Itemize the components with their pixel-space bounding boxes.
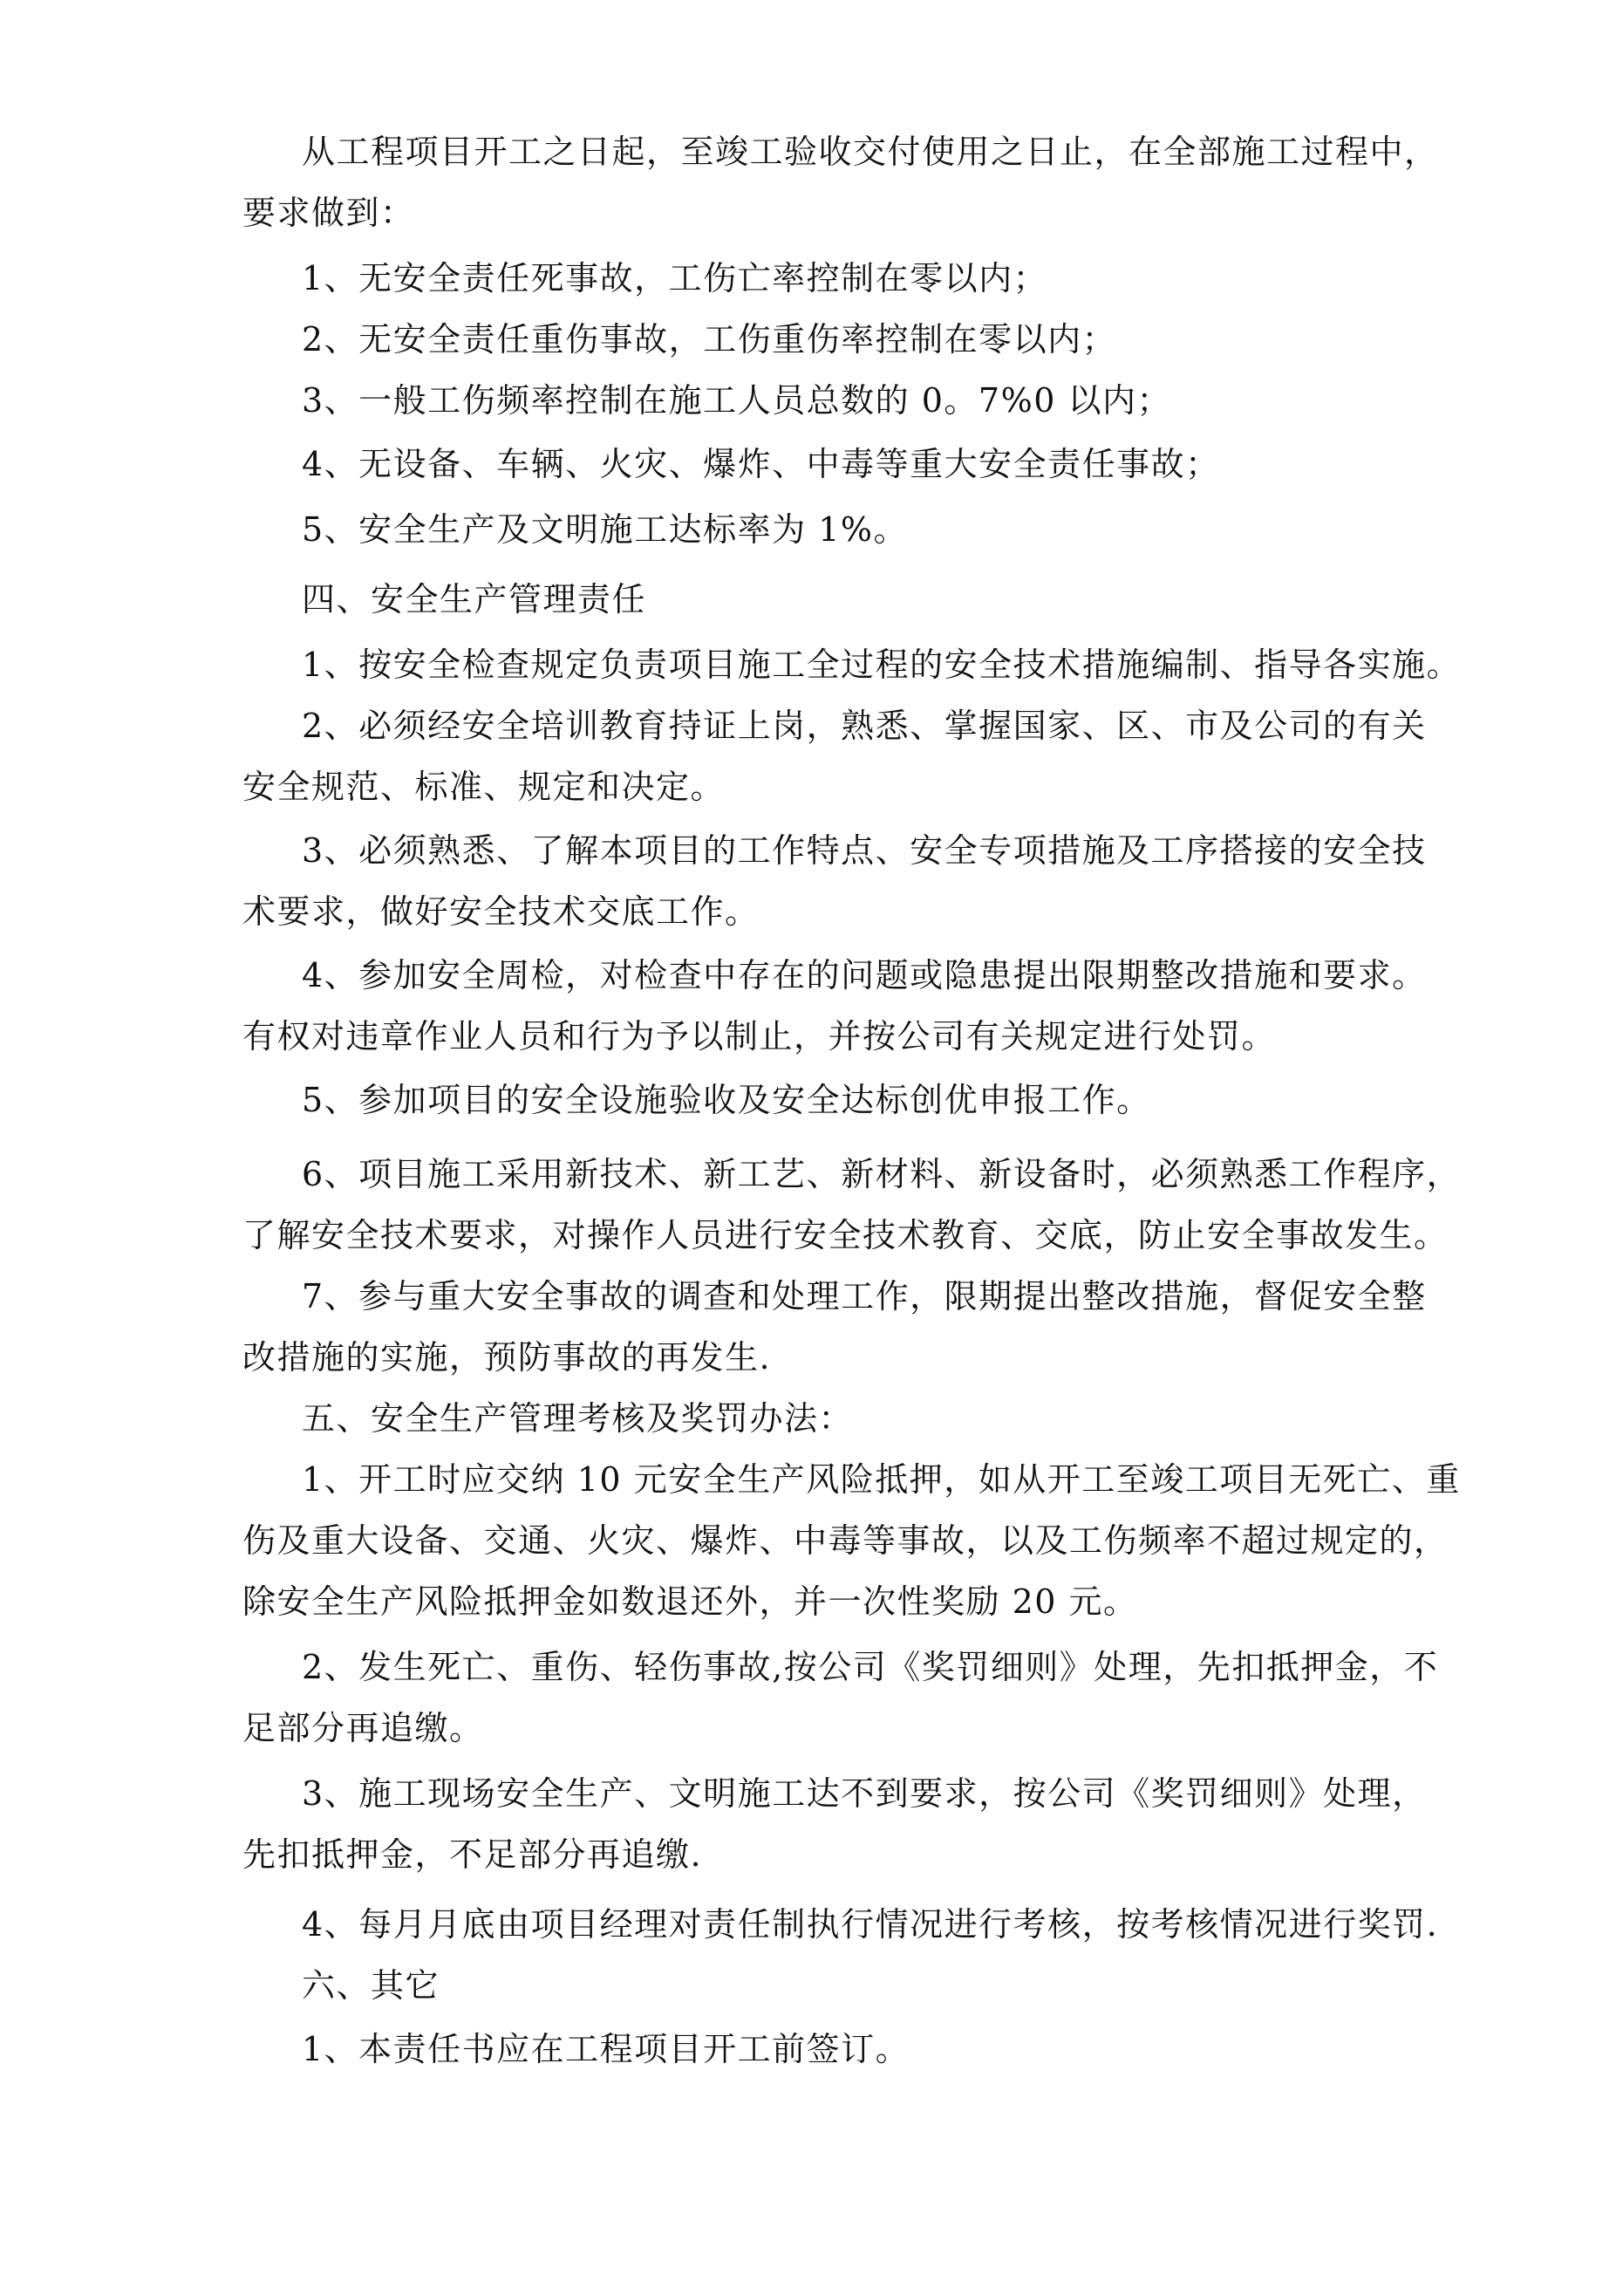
list-item-continuation: 术要求，做好安全技术交底工作。 — [242, 892, 760, 931]
paragraph-line: 要求做到： — [242, 194, 415, 232]
list-item: 5、参加项目的安全设施验收及安全达标创优申报工作。 — [302, 1081, 1151, 1119]
list-item: 7、参与重大安全事故的调查和处理工作，限期提出整改措施，督促安全整 — [302, 1277, 1427, 1315]
list-item-continuation: 足部分再追缴。 — [242, 1709, 484, 1747]
list-item-continuation: 除安全生产风险抵押金如数退还外，并一次性奖励 20 元。 — [242, 1582, 1138, 1621]
list-item: 5、安全生产及文明施工达标率为 1%。 — [302, 510, 909, 549]
list-item-continuation: 伤及重大设备、交通、火灾、爆炸、中毒等事故，以及工伤频率不超过规定的， — [242, 1521, 1449, 1560]
list-item: 2、发生死亡、重伤、轻伤事故,按公司《奖罚细则》处理，先扣抵押金，不 — [302, 1648, 1439, 1686]
list-item: 3、施工现场安全生产、文明施工达不到要求，按公司《奖罚细则》处理， — [302, 1774, 1427, 1813]
list-item-continuation: 改措施的实施，预防事故的再发生. — [242, 1338, 772, 1377]
list-item: 2、必须经安全培训教育持证上岗，熟悉、掌握国家、区、市及公司的有关 — [302, 707, 1427, 745]
list-item: 3、必须熟悉、了解本项目的工作特点、安全专项措施及工序搭接的安全技 — [302, 831, 1427, 870]
list-item-continuation: 安全规范、标准、规定和决定。 — [242, 768, 726, 806]
list-item: 4、每月月底由项目经理对责任制执行情况进行考核，按考核情况进行奖罚. — [302, 1905, 1439, 1944]
list-item: 4、参加安全周检，对检查中存在的问题或隐患提出限期整改措施和要求。 — [302, 956, 1427, 994]
section-heading: 五、安全生产管理考核及奖罚办法： — [302, 1399, 854, 1438]
list-item: 1、无安全责任死事故，工伤亡率控制在零以内； — [302, 259, 1048, 297]
list-item: 4、无设备、车辆、火灾、爆炸、中毒等重大安全责任事故； — [302, 445, 1220, 483]
list-item: 1、开工时应交纳 10 元安全生产风险抵押，如从开工至竣工项目无死亡、重 — [302, 1460, 1461, 1499]
list-item: 1、按安全检查规定负责项目施工全过程的安全技术措施编制、指导各实施。 — [302, 646, 1462, 684]
section-heading: 四、安全生产管理责任 — [302, 580, 647, 618]
list-item: 6、项目施工采用新技术、新工艺、新材料、新设备时，必须熟悉工作程序， — [302, 1155, 1462, 1193]
list-item: 1、本责任书应在工程项目开工前签订。 — [302, 2030, 910, 2068]
list-item: 2、无安全责任重伤事故，工伤重伤率控制在零以内； — [302, 320, 1117, 359]
list-item-continuation: 先扣抵押金，不足部分再追缴. — [242, 1835, 703, 1874]
list-item: 3、一般工伤频率控制在施工人员总数的 0。7%0 以内； — [302, 381, 1171, 420]
paragraph-line: 从工程项目开工之日起，至竣工验收交付使用之日止，在全部施工过程中， — [302, 133, 1439, 171]
list-item-continuation: 有权对违章作业人员和行为予以制止，并按公司有关规定进行处罚。 — [242, 1017, 1277, 1056]
list-item-continuation: 了解安全技术要求，对操作人员进行安全技术教育、交底，防止安全事故发生。 — [242, 1216, 1449, 1254]
section-heading: 六、其它 — [302, 1966, 440, 2005]
